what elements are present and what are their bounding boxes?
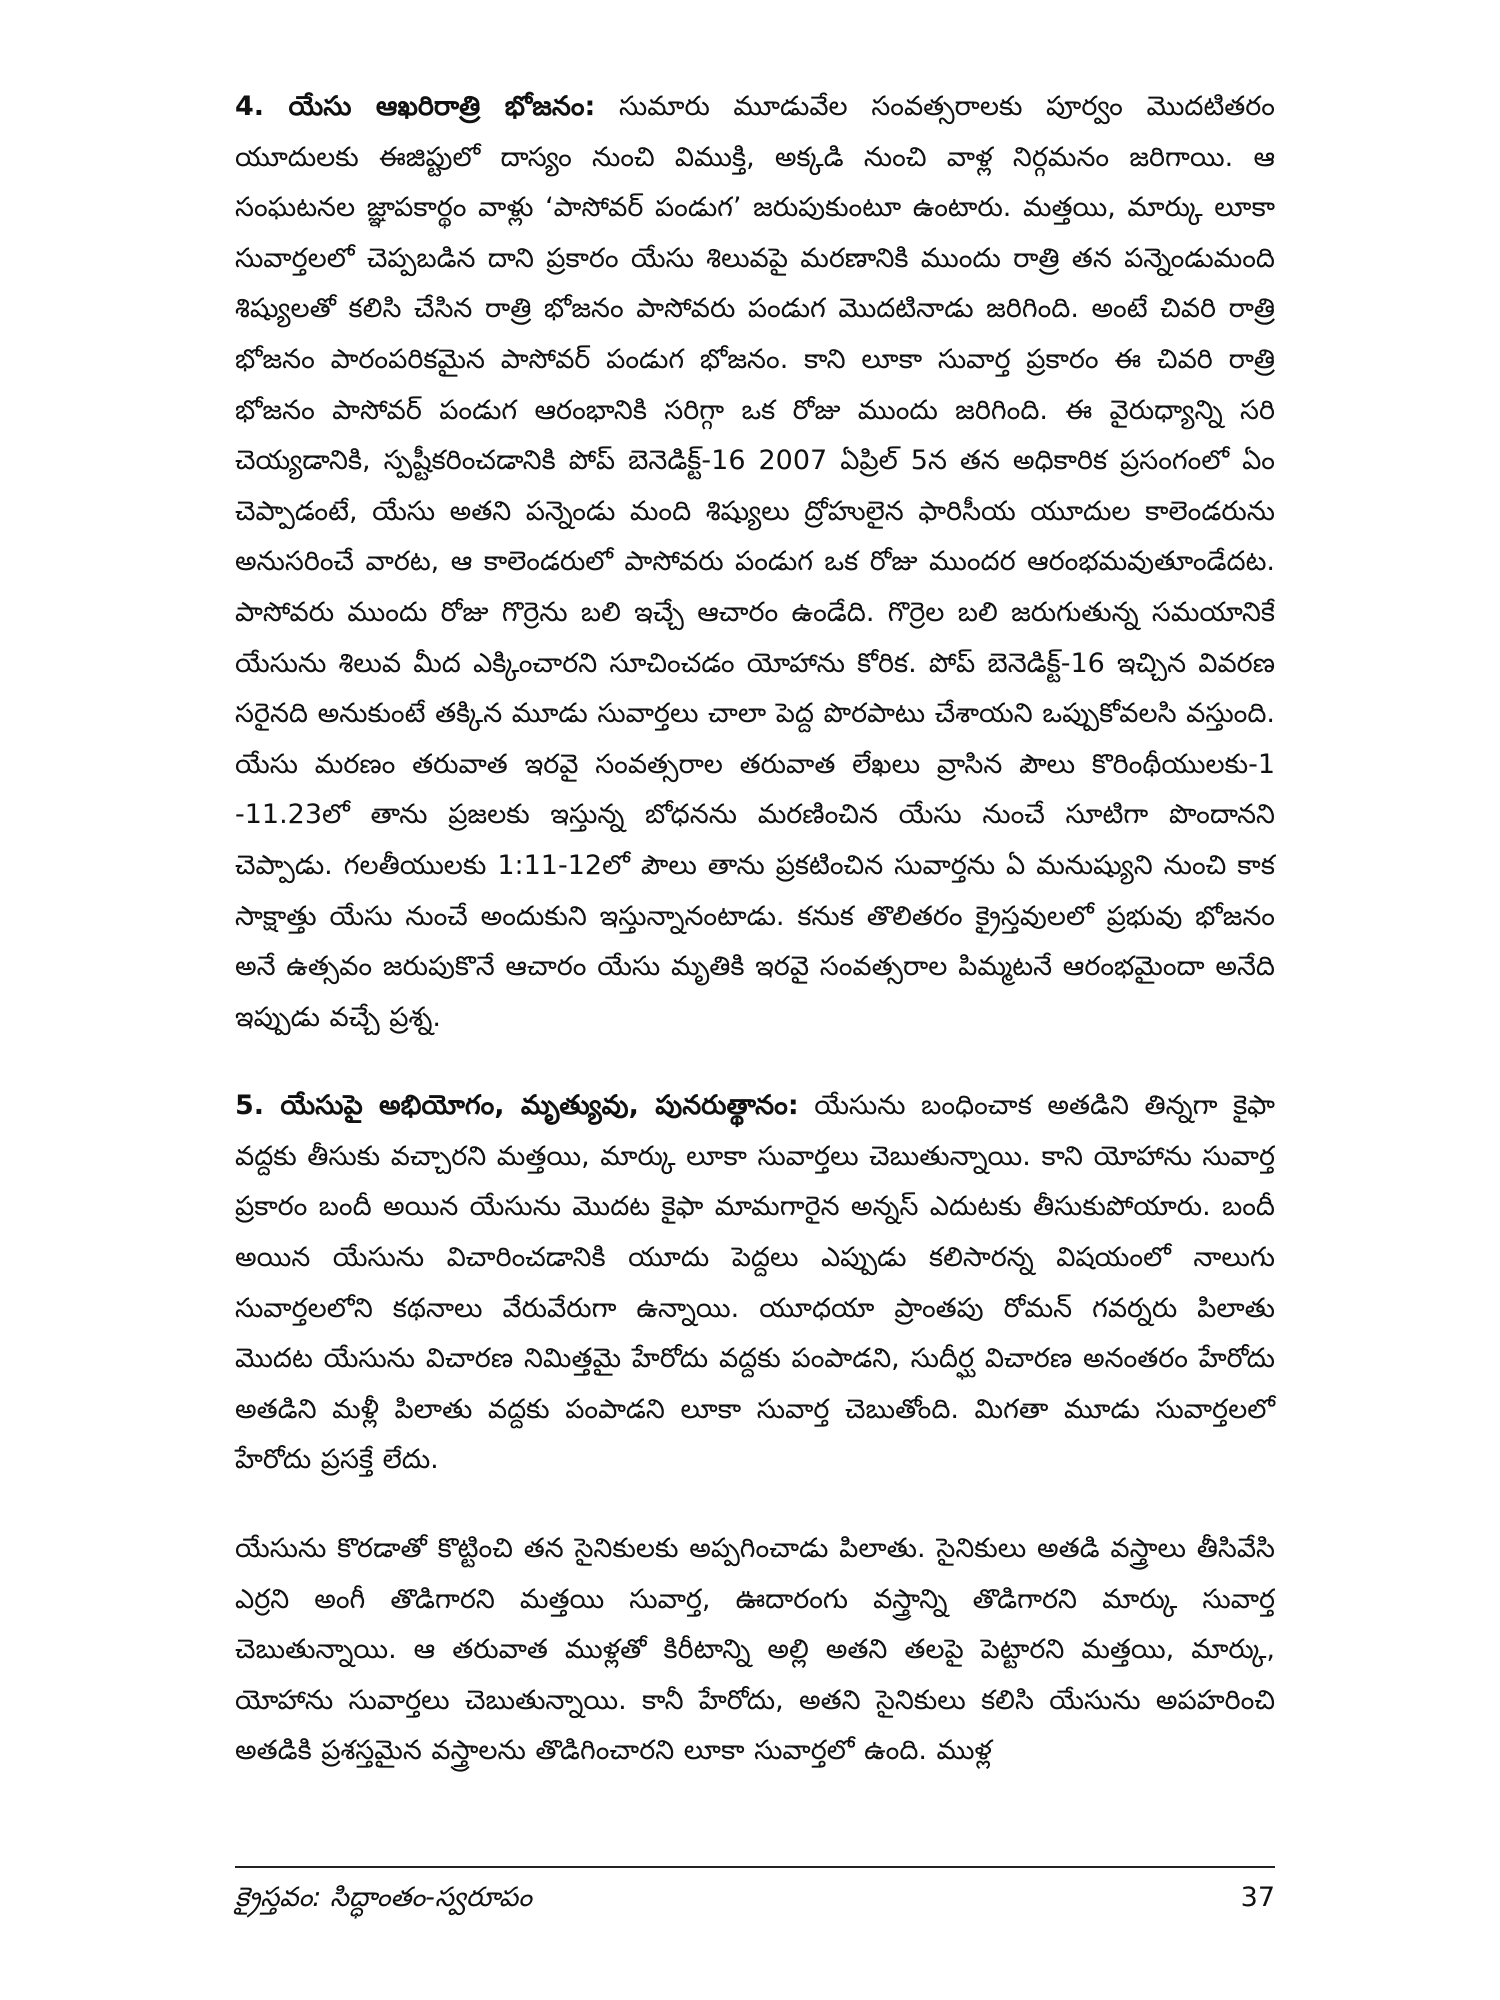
- page-body: [235, 82, 1275, 1777]
- section-5-text: యేసును బంధించాక అతడిని తిన్నగా కైఫా వద్దకు తీసుకు వచ్చారని మత్తయి, మార్కు లూకా సువార్తలు చెబుతున్నాయి. కాని యోహాను సువార్త ప్రకారం బందీ అయిన యేసును మొదట కైఫా మామగారైన అన్నస్ ఎదుటకు తీసుకుపోయారు. బందీ అయిన యేసును విచారించడానికి యూదు పెద్దలు ఎప్పుడు కలిసారన్న విషయంలో నాలుగు సువార్తలలోని కథనాలు వేరువేరుగా ఉన్నాయి. యూధయా ప్రాంతపు రోమన్ గవర్నరు పిలాతు మొదట యేసును విచారణ నిమిత్తమై హేరోదు వద్దకు పంపాడని, సుదీర్ఘ విచారణ అనంతరం హేరోదు అతడిని మళ్లీ పిలాతు వద్దకు పంపాడని లూకా సువార్త చెబుతోంది. మిగతా మూడు సువార్తలలో హేరోదు ప్రసక్తే లేదు.: [235, 1090, 1275, 1476]
- section-4-heading: 4. యేసు ఆఖరిరాత్రి భోజనం:: [235, 91, 596, 122]
- continuation-paragraph: [235, 1524, 1275, 1777]
- book-title: క్రైస్తవం: సిద్ధాంతం-స్వరూపం: [235, 1882, 532, 1913]
- section-4-paragraph: [235, 82, 1275, 1043]
- page-footer: [235, 1882, 1275, 1926]
- section-4-text: సుమారు మూడువేల సంవత్సరాలకు పూర్వం మొదటితరం యూదులకు ఈజిప్టులో దాస్యం నుంచి విముక్తి, అక్కడి నుంచి వాళ్ల నిర్గమనం జరిగాయి. ఆ సంఘటనల జ్ఞాపకార్థం వాళ్లు ‘పాసోవర్ పండుగ’ జరుపుకుంటూ ఉంటారు. మత్తయి, మార్కు లూకా సువార్తలలో చెప్పబడిన దాని ప్రకారం యేసు శిలువపై మరణానికి ముందు రాత్రి తన పన్నెండుమంది శిష్యులతో కలిసి చేసిన రాత్రి భోజనం పాసోవరు పండుగ మొదటినాడు జరిగింది. అంటే చివరి రాత్రి భోజనం పారంపరికమైన పాసోవర్ పండుగ భోజనం. కాని లూకా సువార్త ప్రకారం ఈ చివరి రాత్రి భోజనం పాసోవర్ పండుగ ఆరంభానికి సరిగ్గా ఒక రోజు ముందు జరిగింది. ఈ వైరుధ్యాన్ని సరి చెయ్యడానికి, స్పష్టీకరించడానికి పోప్ బెనెడిక్ట్-16 2007 ఏప్రిల్ 5న తన అధికారిక ప్రసంగంలో ఏం చెప్పాడంటే, యేసు అతని పన్నెండు మంది శిష్యులు ద్రోహులైన ఫారిసీయ యూదుల కాలెండరును అనుసరించే వారట, ఆ కాలెండరులో పాసోవరు పండుగ ఒక రోజు ముందర ఆరంభమవుతూండేదట. పాసోవరు ముందు రోజు గొర్రెను బలి ఇచ్చే ఆచారం ఉండేది. గొర్రెల బలి జరుగుతున్న సమయానికే యేసును శిలువ మీద ఎక్కించారని సూచించడం యోహాను కోరిక. పోప్ బెనెడిక్ట్-16 ఇచ్చిన వివరణ సరైనది అనుకుంటే తక్కిన మూడు సువార్తలు చాలా పెద్ద పొరపాటు చేశాయని ఒప్పుకోవలసి వస్తుంది. యేసు మరణం తరువాత ఇరవై సంవత్సరాల తరువాత లేఖలు వ్రాసిన పౌలు కొరింథీయులకు-1 -11.23లో తాను ప్రజలకు ఇస్తున్న బోధనను మరణించిన యేసు నుంచే సూటిగా పొందానని చెప్పాడు. గలతీయులకు 1:11-12లో పౌలు తాను ప్రకటించిన సువార్తను ఏ మనుష్యుని నుంచి కాక సాక్షాత్తు యేసు నుంచే అందుకుని ఇస్తున్నానంటాడు. కనుక తొలితరం క్రైస్తవులలో ప్రభువు భోజనం అనే ఉత్సవం జరుపుకొనే ఆచారం యేసు మృతికి ఇరవై సంవత్సరాల పిమ్మటనే ఆరంభమైందా అనేది ఇప్పుడు వచ్చే ప్రశ్న.: [235, 91, 1275, 1033]
- continuation-text: యేసును కొరడాతో కొట్టించి తన సైనికులకు అప్పగించాడు పిలాతు. సైనికులు అతడి వస్త్రాలు తీసివేసి ఎర్రని అంగీ తొడిగారని మత్తయి సువార్త, ఊదారంగు వస్త్రాన్ని తొడిగారని మార్కు సువార్త చెబుతున్నాయి. ఆ తరువాత ముళ్లతో కిరీటాన్ని అల్లి అతని తలపై పెట్టారని మత్తయి, మార్కు, యోహాను సువార్తలు చెబుతున్నాయి. కానీ హేరోదు, అతని సైనికులు కలిసి యేసును అపహరించి అతడికి ప్రశస్తమైన వస్త్రాలను తొడిగించారని లూకా సువార్తలో ఉంది. ముళ్ల: [235, 1533, 1275, 1767]
- page-number: 37: [1240, 1882, 1275, 1913]
- section-5-paragraph: [235, 1081, 1275, 1486]
- section-5-heading: 5. యేసుపై అభియోగం, మృత్యువు, పునరుత్థానం:: [235, 1090, 799, 1122]
- footer-divider: [235, 1866, 1275, 1868]
